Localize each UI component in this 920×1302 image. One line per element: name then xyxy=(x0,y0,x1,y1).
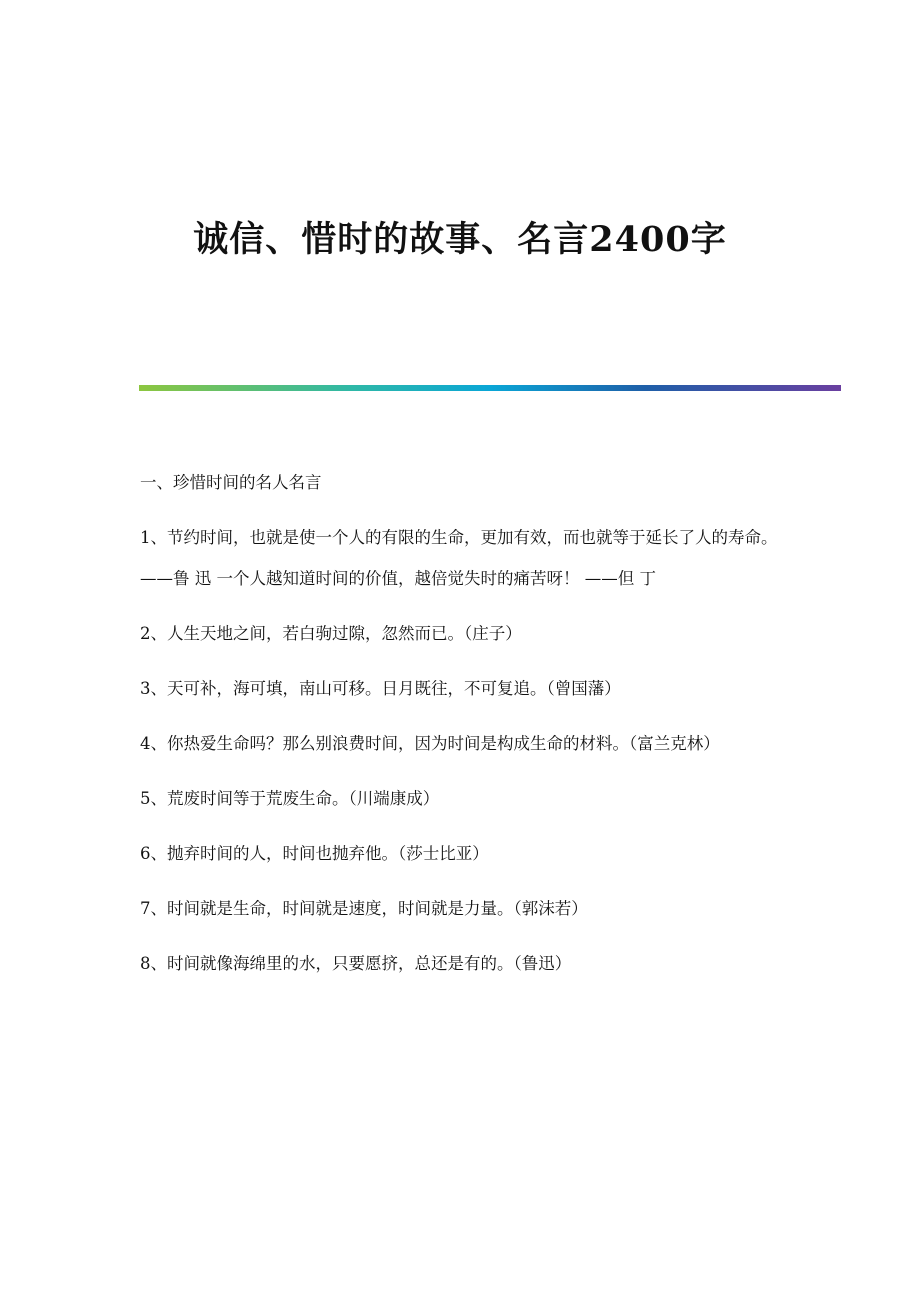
quote-paragraph: 2、人生天地之间，若白驹过隙，忽然而已。（庄子） xyxy=(140,624,522,643)
section-heading: 一、珍惜时间的名人名言 xyxy=(140,473,322,492)
gradient-divider xyxy=(139,385,841,391)
quote-paragraph: 5、荒废时间等于荒废生命。（川端康成） xyxy=(140,789,440,808)
quote-paragraph: 1、节约时间，也就是使一个人的有限的生命，更加有效，而也就等于延长了人的寿命。 ——鲁 迅 一个人越知道时间的价值，越倍觉失时的痛苦呀！ ——但 丁 xyxy=(140,528,778,588)
quote-paragraph: 8、时间就像海绵里的水，只要愿挤，总还是有的。（鲁迅） xyxy=(140,954,572,973)
quote-paragraph: 6、抛弃时间的人，时间也抛弃他。（莎士比亚） xyxy=(140,844,489,863)
quote-paragraph: 7、时间就是生命，时间就是速度，时间就是力量。（郭沫若） xyxy=(140,899,588,918)
document-body xyxy=(140,462,790,998)
page-title: 诚信、惜时的故事、名言2400字 xyxy=(193,219,727,260)
quote-paragraph: 4、你热爱生命吗？那么别浪费时间，因为时间是构成生命的材料。（富兰克林） xyxy=(140,734,720,753)
quote-paragraph: 3、天可补，海可填，南山可移。日月既往，不可复追。（曾国藩） xyxy=(140,679,621,698)
